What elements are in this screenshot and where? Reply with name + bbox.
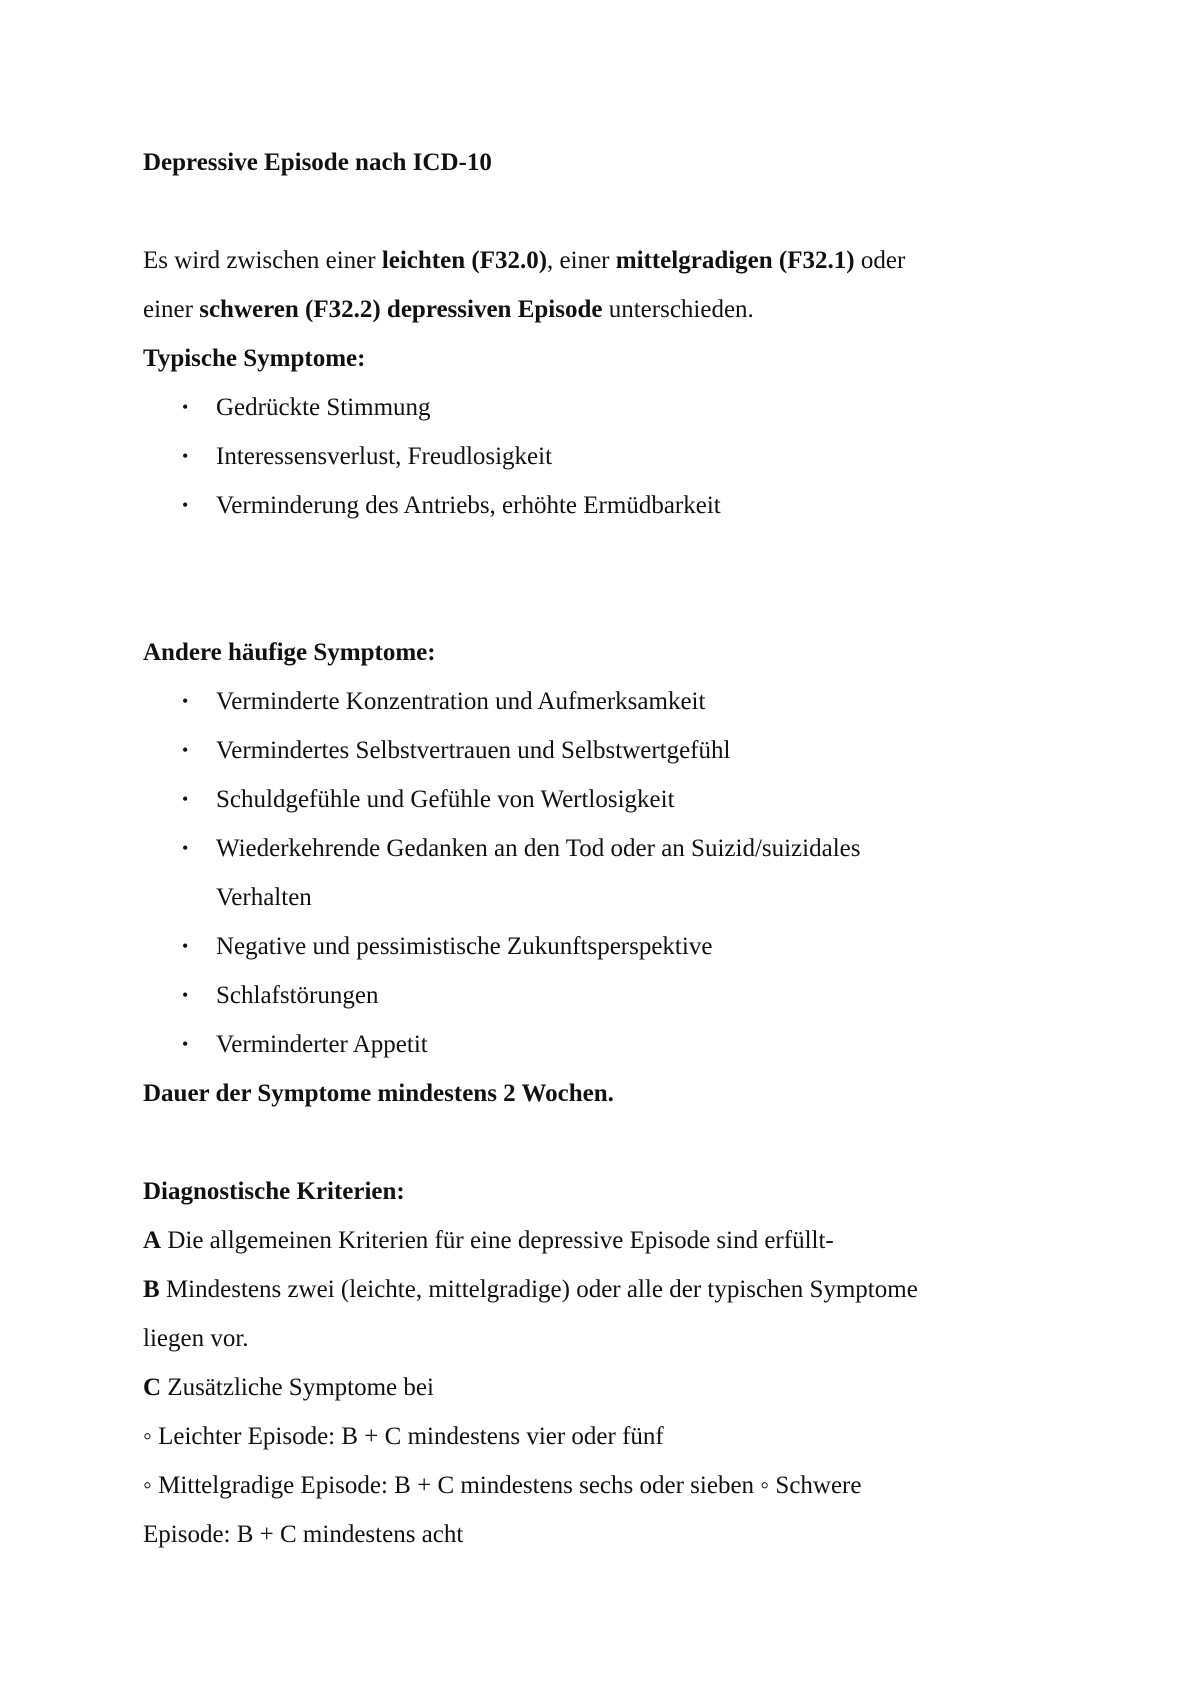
bullet-icon: •	[182, 1034, 189, 1054]
bullet-icon: •	[182, 495, 189, 515]
spacer	[143, 1118, 1063, 1167]
bullet-icon: •	[182, 446, 189, 466]
document-page	[143, 138, 1063, 1559]
list-item: • Verminderung des Antriebs, erhöhte Ermüdbarkeit	[143, 481, 1063, 530]
criterion-b: B Mindestens zwei (leichte, mittelgradige) oder alle der typischen Symptome	[143, 1276, 918, 1303]
list-item: • Gedrückte Stimmung	[143, 383, 1063, 432]
criterion-b-continued: liegen vor.	[143, 1325, 249, 1352]
criterion-c-moderate: ◦ Mittelgradige Episode: B + C mindestens sechs oder sieben ◦ Schwere	[143, 1472, 862, 1499]
bullet-icon: •	[182, 838, 189, 858]
bullet-icon: •	[182, 397, 189, 417]
criteria-heading: Diagnostische Kriterien:	[143, 1178, 405, 1205]
bullet-icon: •	[182, 985, 189, 1005]
bullet-icon: •	[182, 789, 189, 809]
intro-line-2: einer schweren (F32.2) depressiven Episode unterschieden.	[143, 296, 754, 323]
list-item: • Wiederkehrende Gedanken an den Tod oder an Suizid/suizidales Verhalten	[143, 824, 1063, 922]
bullet-icon: •	[182, 740, 189, 760]
criterion-c-severe: Episode: B + C mindestens acht	[143, 1521, 464, 1548]
typical-symptoms-list	[143, 383, 1063, 530]
list-item: • Schlafstörungen	[143, 971, 1063, 1020]
typical-symptoms-heading: Typische Symptome:	[143, 345, 366, 372]
bullet-icon: •	[182, 936, 189, 956]
spacer	[143, 187, 1063, 236]
list-item: • Schuldgefühle und Gefühle von Wertlosigkeit	[143, 775, 1063, 824]
criterion-c-mild: ◦ Leichter Episode: B + C mindestens vier oder fünf	[143, 1423, 664, 1450]
document-title: Depressive Episode nach ICD-10	[143, 149, 492, 176]
criterion-c: C Zusätzliche Symptome bei	[143, 1374, 434, 1401]
list-item: • Interessensverlust, Freudlosigkeit	[143, 432, 1063, 481]
list-item: • Negative und pessimistische Zukunftsperspektive	[143, 922, 1063, 971]
list-item: • Verminderter Appetit	[143, 1020, 1063, 1069]
other-symptoms-heading: Andere häufige Symptome:	[143, 639, 436, 666]
list-item: • Vermindertes Selbstvertrauen und Selbstwertgefühl	[143, 726, 1063, 775]
intro-line-1: Es wird zwischen einer leichten (F32.0), einer mittelgradigen (F32.1) oder	[143, 247, 906, 274]
duration-note: Dauer der Symptome mindestens 2 Wochen.	[143, 1080, 614, 1107]
bullet-icon: •	[182, 691, 189, 711]
list-item: • Verminderte Konzentration und Aufmerksamkeit	[143, 677, 1063, 726]
other-symptoms-list	[143, 677, 1063, 1069]
spacer	[143, 530, 1063, 628]
criterion-a: A Die allgemeinen Kriterien für eine depressive Episode sind erfüllt-	[143, 1227, 834, 1254]
